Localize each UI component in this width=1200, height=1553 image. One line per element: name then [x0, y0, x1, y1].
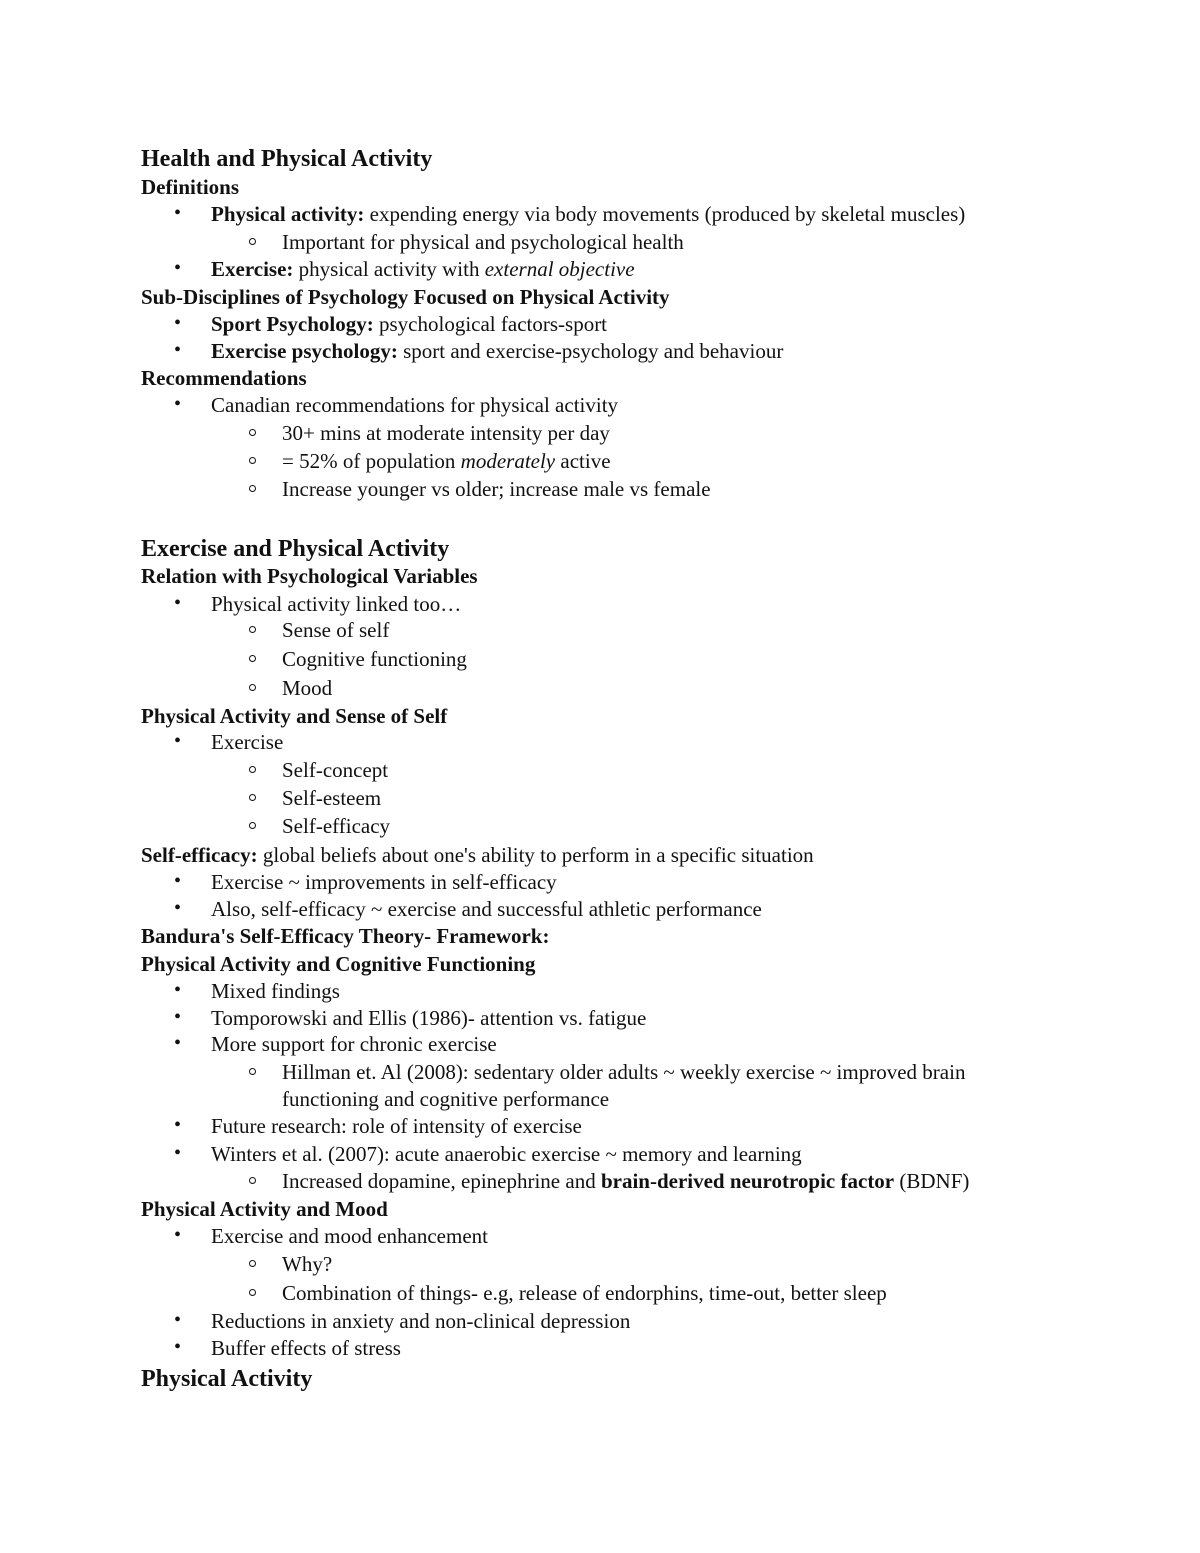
subheading: Bandura's Self-Efficacy Theory- Framework:: [141, 924, 550, 948]
definition: sport and exercise-psychology and behaviour: [397, 339, 784, 363]
list-subitem: Self-concept: [282, 758, 389, 782]
bullet-icon: •: [174, 870, 182, 892]
section-title: Physical Activity: [141, 1366, 313, 1392]
list-item: Future research: role of intensity of exercise: [211, 1114, 582, 1138]
bullet-icon: •: [174, 257, 182, 279]
list-item: Exercise and mood enhancement: [211, 1224, 488, 1248]
circle-bullet-icon: [249, 1068, 256, 1075]
list-item: Exercise: [211, 730, 284, 754]
list-subitem-continuation: functioning and cognitive performance: [282, 1087, 610, 1111]
text: Increased dopamine, epinephrine and: [282, 1169, 601, 1193]
term: brain-derived neurotropic factor: [600, 1169, 895, 1193]
circle-bullet-icon: [249, 1289, 256, 1296]
bullet-icon: •: [174, 1309, 182, 1331]
list-subitem: Sense of self: [282, 618, 390, 642]
bullet-icon: •: [174, 1114, 182, 1136]
emphasis: moderately: [460, 449, 556, 473]
term: Sport Psychology:: [211, 312, 374, 336]
text: = 52% of population: [282, 449, 461, 473]
list-item: [211, 311, 607, 337]
text: active: [555, 449, 611, 473]
list-item: [211, 201, 965, 227]
circle-bullet-icon: [249, 457, 256, 464]
bullet-icon: •: [174, 592, 182, 614]
list-item: Mixed findings: [211, 979, 340, 1003]
term: Physical activity:: [211, 202, 365, 226]
list-item: Canadian recommendations for physical activity: [211, 393, 619, 417]
bullet-icon: •: [174, 312, 182, 334]
circle-bullet-icon: [249, 794, 256, 801]
list-item: Tomporowski and Ellis (1986)- attention vs. fatigue: [211, 1006, 647, 1030]
list-subitem: Increase younger vs older; increase male vs female: [282, 477, 711, 501]
list-subitem: 30+ mins at moderate intensity per day: [282, 421, 610, 445]
definition: global beliefs about one's ability to perform in a specific situation: [257, 843, 814, 867]
circle-bullet-icon: [249, 626, 256, 633]
definition: psychological factors-sport: [373, 312, 608, 336]
list-item: Reductions in anxiety and non-clinical depression: [211, 1309, 631, 1333]
subheading: Relation with Psychological Variables: [141, 564, 478, 588]
list-item: Also, self-efficacy ~ exercise and successful athletic performance: [211, 897, 762, 921]
list-subitem: Hillman et. Al (2008): sedentary older adults ~ weekly exercise ~ improved brain: [282, 1060, 966, 1084]
bullet-icon: •: [174, 1006, 182, 1028]
circle-bullet-icon: [249, 1260, 256, 1267]
bullet-icon: •: [174, 1336, 182, 1358]
list-item: Winters et al. (2007): acute anaerobic exercise ~ memory and learning: [211, 1142, 802, 1166]
definition: expending energy via body movements (produced by skeletal muscles): [364, 202, 966, 226]
circle-bullet-icon: [249, 822, 256, 829]
list-item: [211, 256, 635, 282]
bullet-icon: •: [174, 1142, 182, 1164]
bullet-icon: •: [174, 730, 182, 752]
text: (BDNF): [894, 1169, 970, 1193]
list-subitem: Combination of things- e.g, release of endorphins, time-out, better sleep: [282, 1281, 887, 1305]
circle-bullet-icon: [249, 1177, 256, 1184]
subheading: Definitions: [141, 175, 240, 199]
bullet-icon: •: [174, 897, 182, 919]
list-item: Exercise ~ improvements in self-efficacy: [211, 870, 557, 894]
list-item: Physical activity linked too…: [211, 592, 462, 616]
subheading: Sub-Disciplines of Psychology Focused on Physical Activity: [141, 285, 670, 309]
bullet-icon: •: [174, 979, 182, 1001]
bullet-icon: •: [174, 1032, 182, 1054]
definition-line: [141, 842, 814, 868]
list-subitem: Self-efficacy: [282, 814, 391, 838]
circle-bullet-icon: [249, 655, 256, 662]
list-item: Buffer effects of stress: [211, 1336, 401, 1360]
list-subitem: Cognitive functioning: [282, 647, 467, 671]
circle-bullet-icon: [249, 766, 256, 773]
circle-bullet-icon: [249, 485, 256, 492]
definition: physical activity with: [293, 257, 485, 281]
bullet-icon: •: [174, 202, 182, 224]
subheading: Physical Activity and Mood: [141, 1197, 388, 1221]
term: Self-efficacy:: [141, 843, 258, 867]
subheading: Recommendations: [141, 366, 307, 390]
subheading: Physical Activity and Sense of Self: [141, 704, 448, 728]
list-item: More support for chronic exercise: [211, 1032, 497, 1056]
circle-bullet-icon: [249, 429, 256, 436]
list-item: [211, 338, 783, 364]
list-subitem: [282, 1168, 969, 1194]
subheading: Physical Activity and Cognitive Functioning: [141, 952, 536, 976]
circle-bullet-icon: [249, 238, 256, 245]
bullet-icon: •: [174, 393, 182, 415]
list-subitem: Why?: [282, 1252, 333, 1276]
circle-bullet-icon: [249, 684, 256, 691]
emphasis: external objective: [484, 257, 635, 281]
list-subitem: Mood: [282, 676, 333, 700]
term: Exercise:: [211, 257, 294, 281]
term: Exercise psychology:: [211, 339, 398, 363]
section-title: Exercise and Physical Activity: [141, 536, 450, 562]
bullet-icon: •: [174, 1224, 182, 1246]
section-title: Health and Physical Activity: [141, 146, 433, 172]
bullet-icon: •: [174, 339, 182, 361]
list-subitem: Important for physical and psychological health: [282, 230, 684, 254]
list-subitem: Self-esteem: [282, 786, 382, 810]
list-subitem: [282, 448, 611, 474]
